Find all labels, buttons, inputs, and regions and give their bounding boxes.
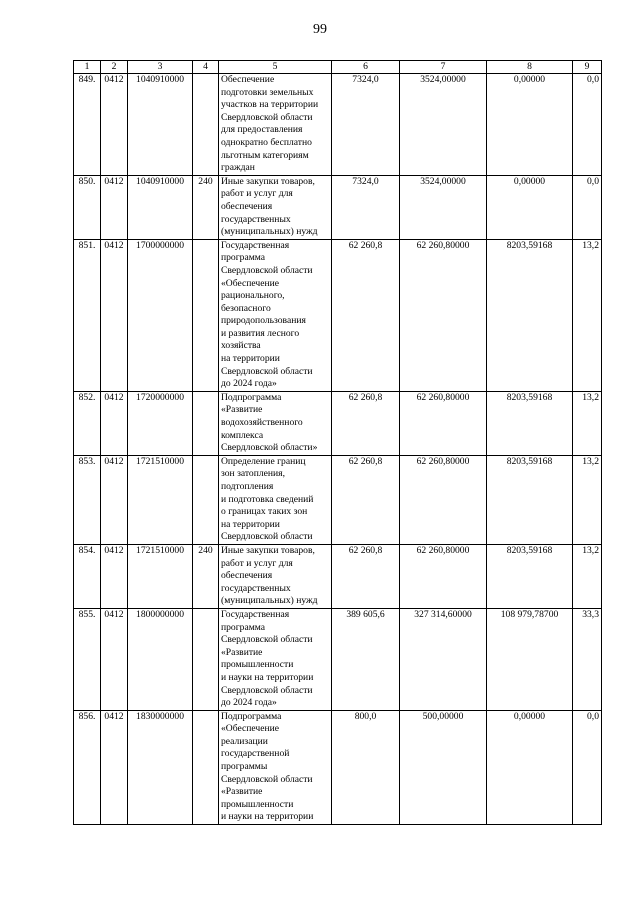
item-name: Иные закупки товаров, работ и услуг для обеспечения государственных (муниципальных) нужд	[219, 544, 332, 608]
section-code: 0412	[101, 391, 128, 455]
percent-col9: 33,3	[573, 608, 602, 710]
table-row	[74, 544, 602, 608]
expense-type-code	[193, 710, 219, 824]
table-row	[74, 455, 602, 544]
expense-type-code	[193, 391, 219, 455]
row-number: 856.	[74, 710, 101, 824]
item-name: Государственная программа Свердловской области «Развитие промышленности и науки на территории Свердловской области до 2024 года»	[219, 608, 332, 710]
target-article-code: 1040910000	[128, 175, 193, 239]
amount-col7: 327 314,60000	[400, 608, 487, 710]
target-article-code: 1720000000	[128, 391, 193, 455]
percent-col9: 13,2	[573, 239, 602, 391]
amount-col6: 62 260,8	[332, 391, 400, 455]
amount-col8: 8203,59168	[487, 239, 573, 391]
target-article-code: 1700000000	[128, 239, 193, 391]
percent-col9: 0,0	[573, 175, 602, 239]
amount-col8: 108 979,78700	[487, 608, 573, 710]
amount-col8: 0,00000	[487, 710, 573, 824]
column-header: 3	[128, 61, 193, 74]
column-header: 1	[74, 61, 101, 74]
item-name: Иные закупки товаров, работ и услуг для обеспечения государственных (муниципальных) нужд	[219, 175, 332, 239]
target-article-code: 1830000000	[128, 710, 193, 824]
amount-col8: 8203,59168	[487, 544, 573, 608]
item-name: Государственная программа Свердловской области «Обеспечение рационального, безопасного природопользования и развития лесного хозяйства на территории Свердловской области до 2024 года»	[219, 239, 332, 391]
column-header: 2	[101, 61, 128, 74]
target-article-code: 1800000000	[128, 608, 193, 710]
target-article-code: 1040910000	[128, 74, 193, 176]
item-name: Подпрограмма «Развитие водохозяйственного комплекса Свердловской области»	[219, 391, 332, 455]
column-header: 6	[332, 61, 400, 74]
row-number: 849.	[74, 74, 101, 176]
page-number: 99	[313, 22, 327, 37]
table-row	[74, 391, 602, 455]
target-article-code: 1721510000	[128, 544, 193, 608]
table-row	[74, 239, 602, 391]
column-header: 5	[219, 61, 332, 74]
amount-col7: 3524,00000	[400, 175, 487, 239]
section-code: 0412	[101, 544, 128, 608]
amount-col6: 62 260,8	[332, 544, 400, 608]
table-row	[74, 74, 602, 176]
item-name: Обеспечение подготовки земельных участков на территории Свердловской области для предоставления однократно бесплатно льготным категориям граждан	[219, 74, 332, 176]
section-code: 0412	[101, 175, 128, 239]
section-code: 0412	[101, 710, 128, 824]
percent-col9: 13,2	[573, 391, 602, 455]
amount-col6: 800,0	[332, 710, 400, 824]
budget-table	[73, 60, 602, 825]
percent-col9: 13,2	[573, 455, 602, 544]
expense-type-code: 240	[193, 544, 219, 608]
amount-col7: 3524,00000	[400, 74, 487, 176]
row-number: 851.	[74, 239, 101, 391]
expense-type-code: 240	[193, 175, 219, 239]
column-header: 8	[487, 61, 573, 74]
table-row	[74, 175, 602, 239]
section-code: 0412	[101, 74, 128, 176]
amount-col6: 389 605,6	[332, 608, 400, 710]
row-number: 855.	[74, 608, 101, 710]
column-header: 4	[193, 61, 219, 74]
table-row	[74, 608, 602, 710]
expense-type-code	[193, 608, 219, 710]
percent-col9: 0,0	[573, 710, 602, 824]
expense-type-code	[193, 239, 219, 391]
amount-col8: 8203,59168	[487, 455, 573, 544]
amount-col8: 0,00000	[487, 175, 573, 239]
amount-col7: 62 260,80000	[400, 239, 487, 391]
amount-col6: 7324,0	[332, 74, 400, 176]
amount-col6: 62 260,8	[332, 455, 400, 544]
row-number: 854.	[74, 544, 101, 608]
amount-col6: 62 260,8	[332, 239, 400, 391]
row-number: 853.	[74, 455, 101, 544]
expense-type-code	[193, 455, 219, 544]
column-header: 7	[400, 61, 487, 74]
header-row	[74, 61, 602, 74]
target-article-code: 1721510000	[128, 455, 193, 544]
amount-col7: 62 260,80000	[400, 455, 487, 544]
percent-col9: 0,0	[573, 74, 602, 176]
amount-col7: 62 260,80000	[400, 544, 487, 608]
percent-col9: 13,2	[573, 544, 602, 608]
section-code: 0412	[101, 608, 128, 710]
amount-col7: 500,00000	[400, 710, 487, 824]
section-code: 0412	[101, 455, 128, 544]
amount-col8: 8203,59168	[487, 391, 573, 455]
expense-type-code	[193, 74, 219, 176]
item-name: Подпрограмма «Обеспечение реализации государственной программы Свердловской области «Развитие промышленности и науки на территории	[219, 710, 332, 824]
table-row	[74, 710, 602, 824]
row-number: 850.	[74, 175, 101, 239]
item-name: Определение границ зон затопления, подтопления и подготовка сведений о границах таких зон на территории Свердловской области	[219, 455, 332, 544]
amount-col8: 0,00000	[487, 74, 573, 176]
amount-col7: 62 260,80000	[400, 391, 487, 455]
column-header: 9	[573, 61, 602, 74]
row-number: 852.	[74, 391, 101, 455]
amount-col6: 7324,0	[332, 175, 400, 239]
section-code: 0412	[101, 239, 128, 391]
